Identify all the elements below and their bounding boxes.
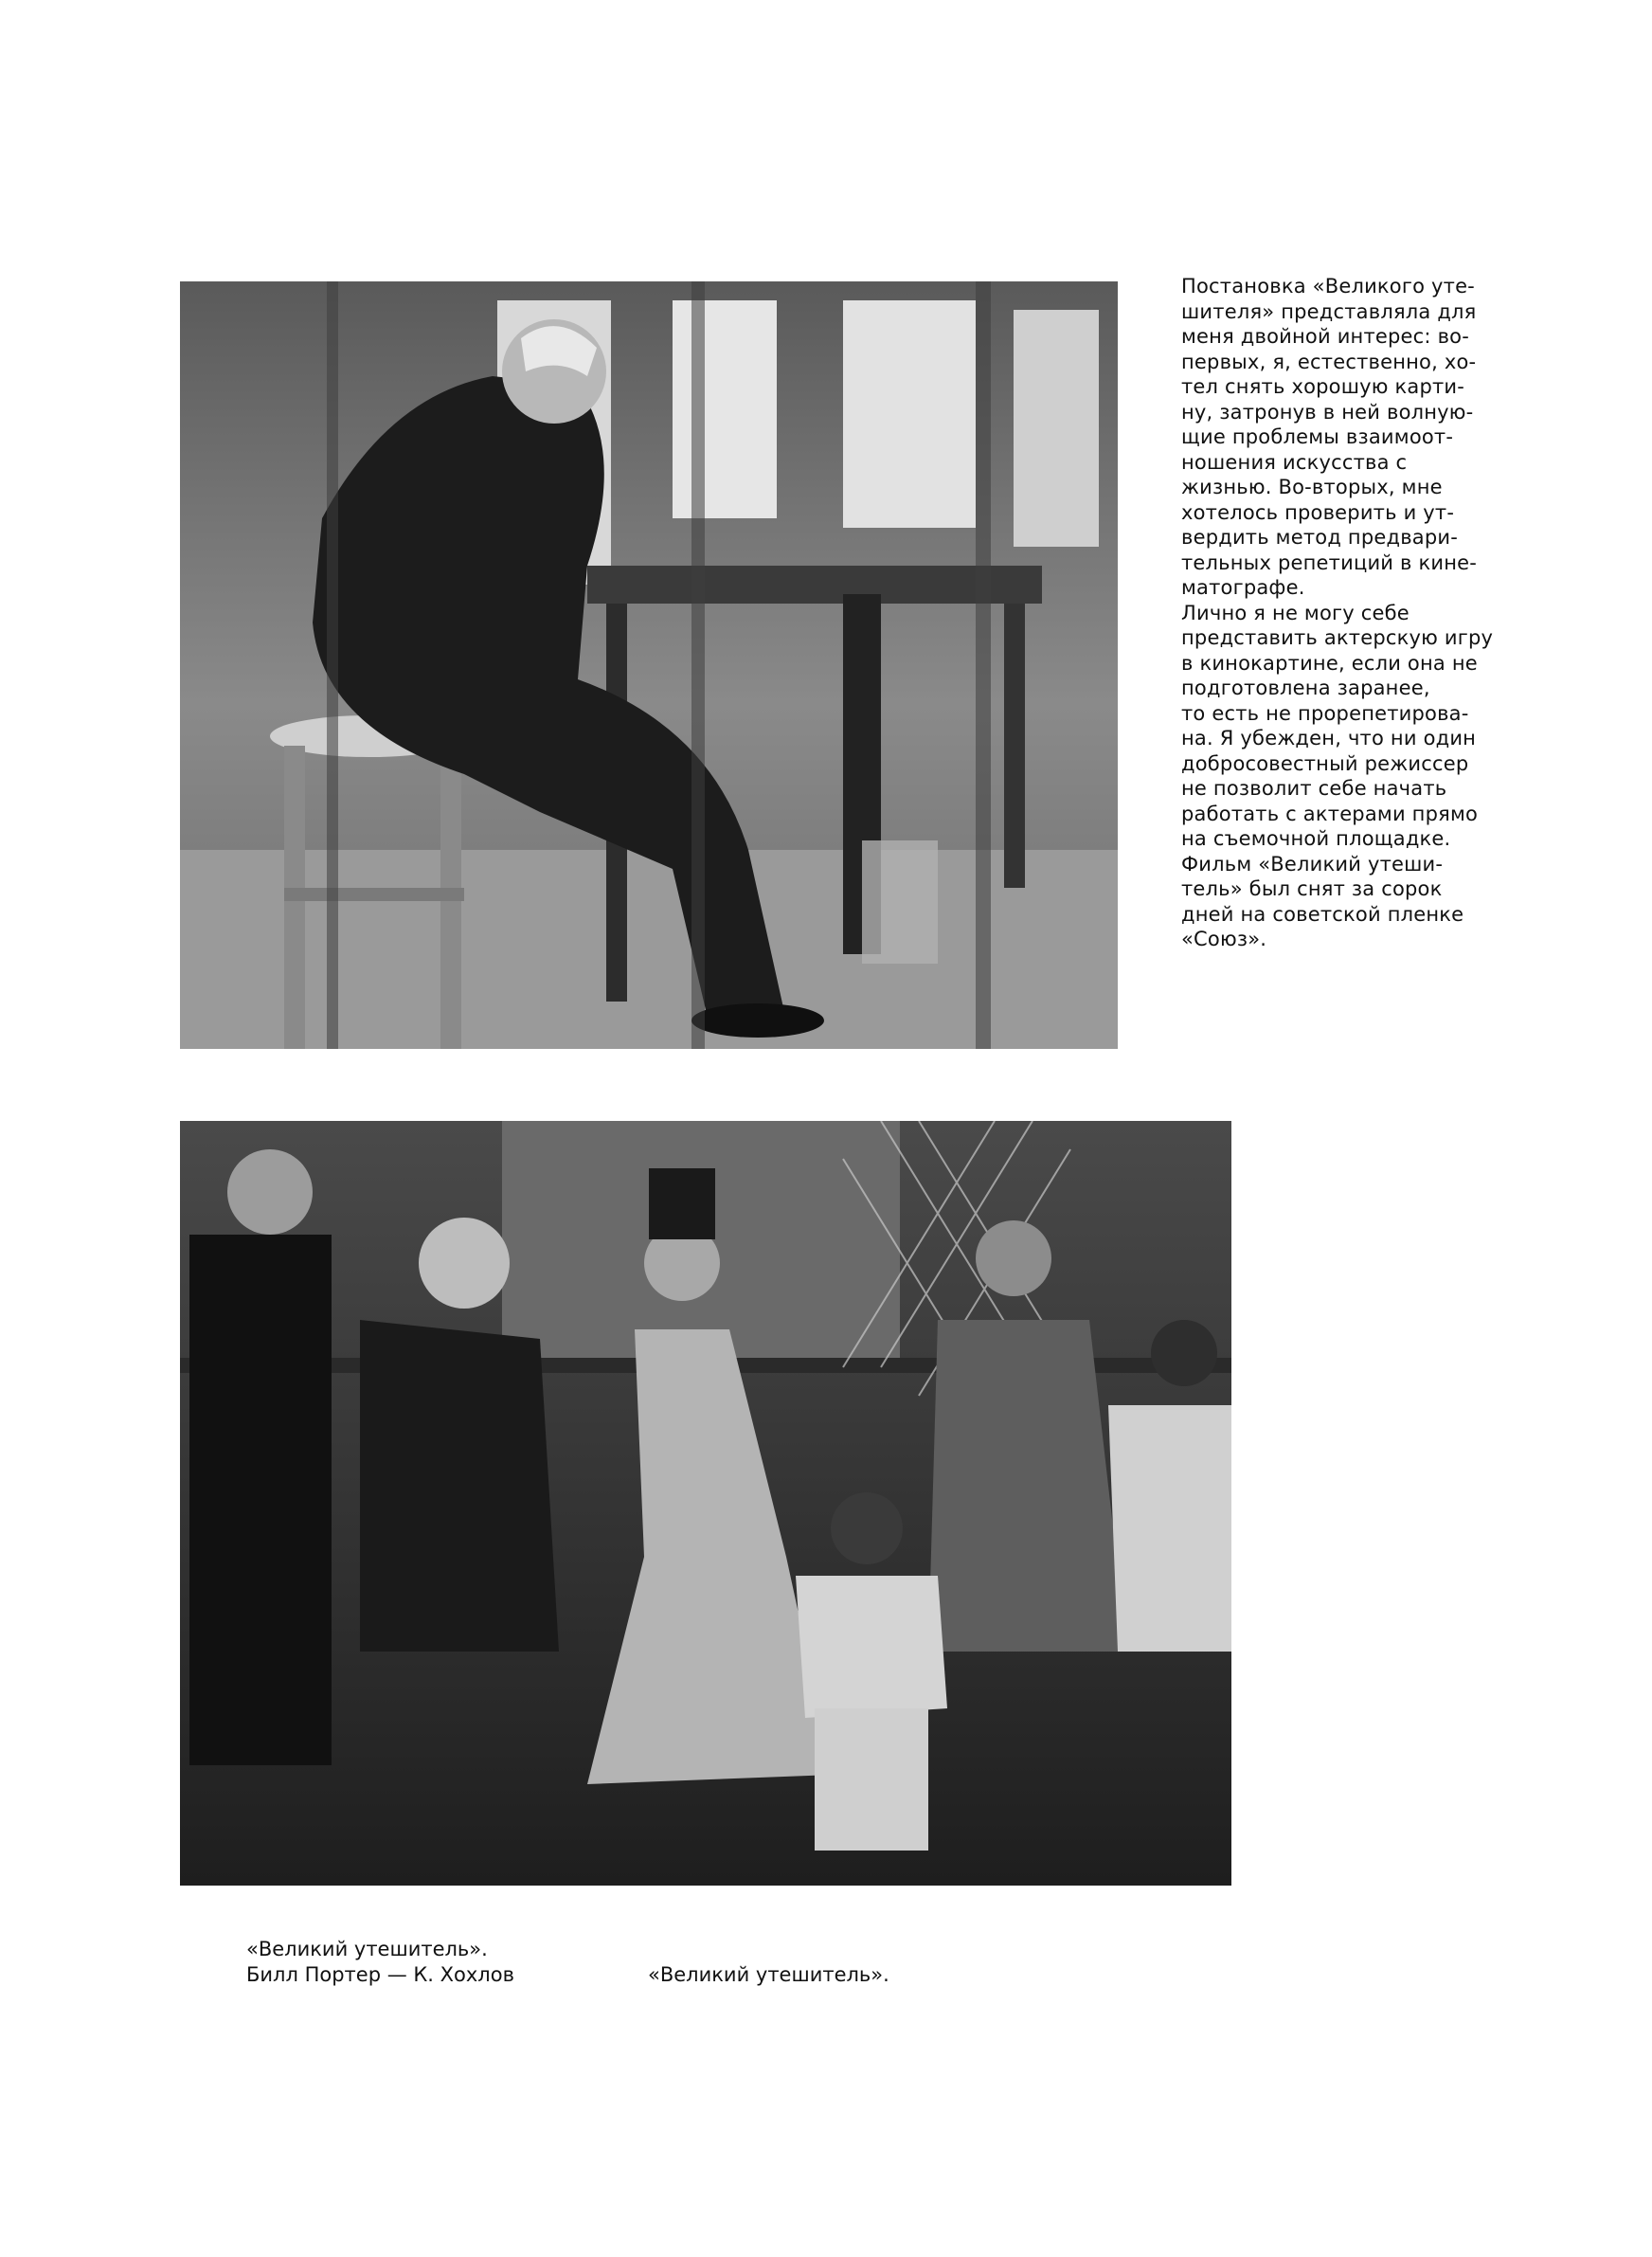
text-line: шителя» представляла для <box>1181 299 1477 323</box>
text-line: в кинокартине, если она не <box>1181 651 1478 675</box>
text-line: тель» был снят за сорок <box>1181 877 1443 900</box>
text-line: тельных репетиций в кине- <box>1181 551 1478 574</box>
text-line: «Союз». <box>1181 928 1267 950</box>
text-line: первых, я, естественно, хо- <box>1181 350 1477 373</box>
text-line: добросовестный режиссер <box>1181 751 1469 775</box>
article-text <box>1181 274 1598 952</box>
text-line: работать с актерами прямо <box>1181 802 1479 825</box>
text-line: матографе. <box>1181 576 1305 599</box>
text-line: представить актерскую игру <box>1181 626 1494 649</box>
text-line: подготовлена заранее, <box>1181 677 1430 699</box>
caption-credit: Билл Портер — К. Хохлов <box>246 1963 514 1986</box>
film-still-bottom <box>180 1121 1231 1886</box>
text-line: ну, затронув в ней волную- <box>1181 400 1474 424</box>
text-line: не позволит себе начать <box>1181 777 1447 800</box>
text-line: Постановка «Великого уте- <box>1181 275 1475 298</box>
text-line: то есть не прорепетирова- <box>1181 701 1469 725</box>
film-still-top <box>180 281 1118 1049</box>
text-line: вердить метод предвари- <box>1181 526 1459 549</box>
text-line: на съемочной площадке. <box>1181 827 1451 850</box>
caption-right: «Великий утешитель». <box>648 1963 889 1986</box>
text-line: тел снять хорошую карти- <box>1181 375 1465 398</box>
text-line: меня двойной интерес: во- <box>1181 325 1469 348</box>
text-line: щие проблемы взаимоот- <box>1181 425 1454 448</box>
text-line: Фильм «Великий утеши- <box>1181 852 1444 876</box>
caption-left <box>246 1937 514 1988</box>
text-line: хотелось проверить и ут- <box>1181 500 1455 524</box>
caption-title: «Великий утешитель». <box>246 1938 488 1960</box>
text-line: дней на советской пленке <box>1181 902 1464 926</box>
text-line: ношения искусства с <box>1181 450 1408 474</box>
text-line: жизнью. Во-вторых, мне <box>1181 476 1443 498</box>
text-line: Лично я не могу себе <box>1181 601 1410 624</box>
text-line: на. Я убежден, что ни один <box>1181 727 1477 749</box>
